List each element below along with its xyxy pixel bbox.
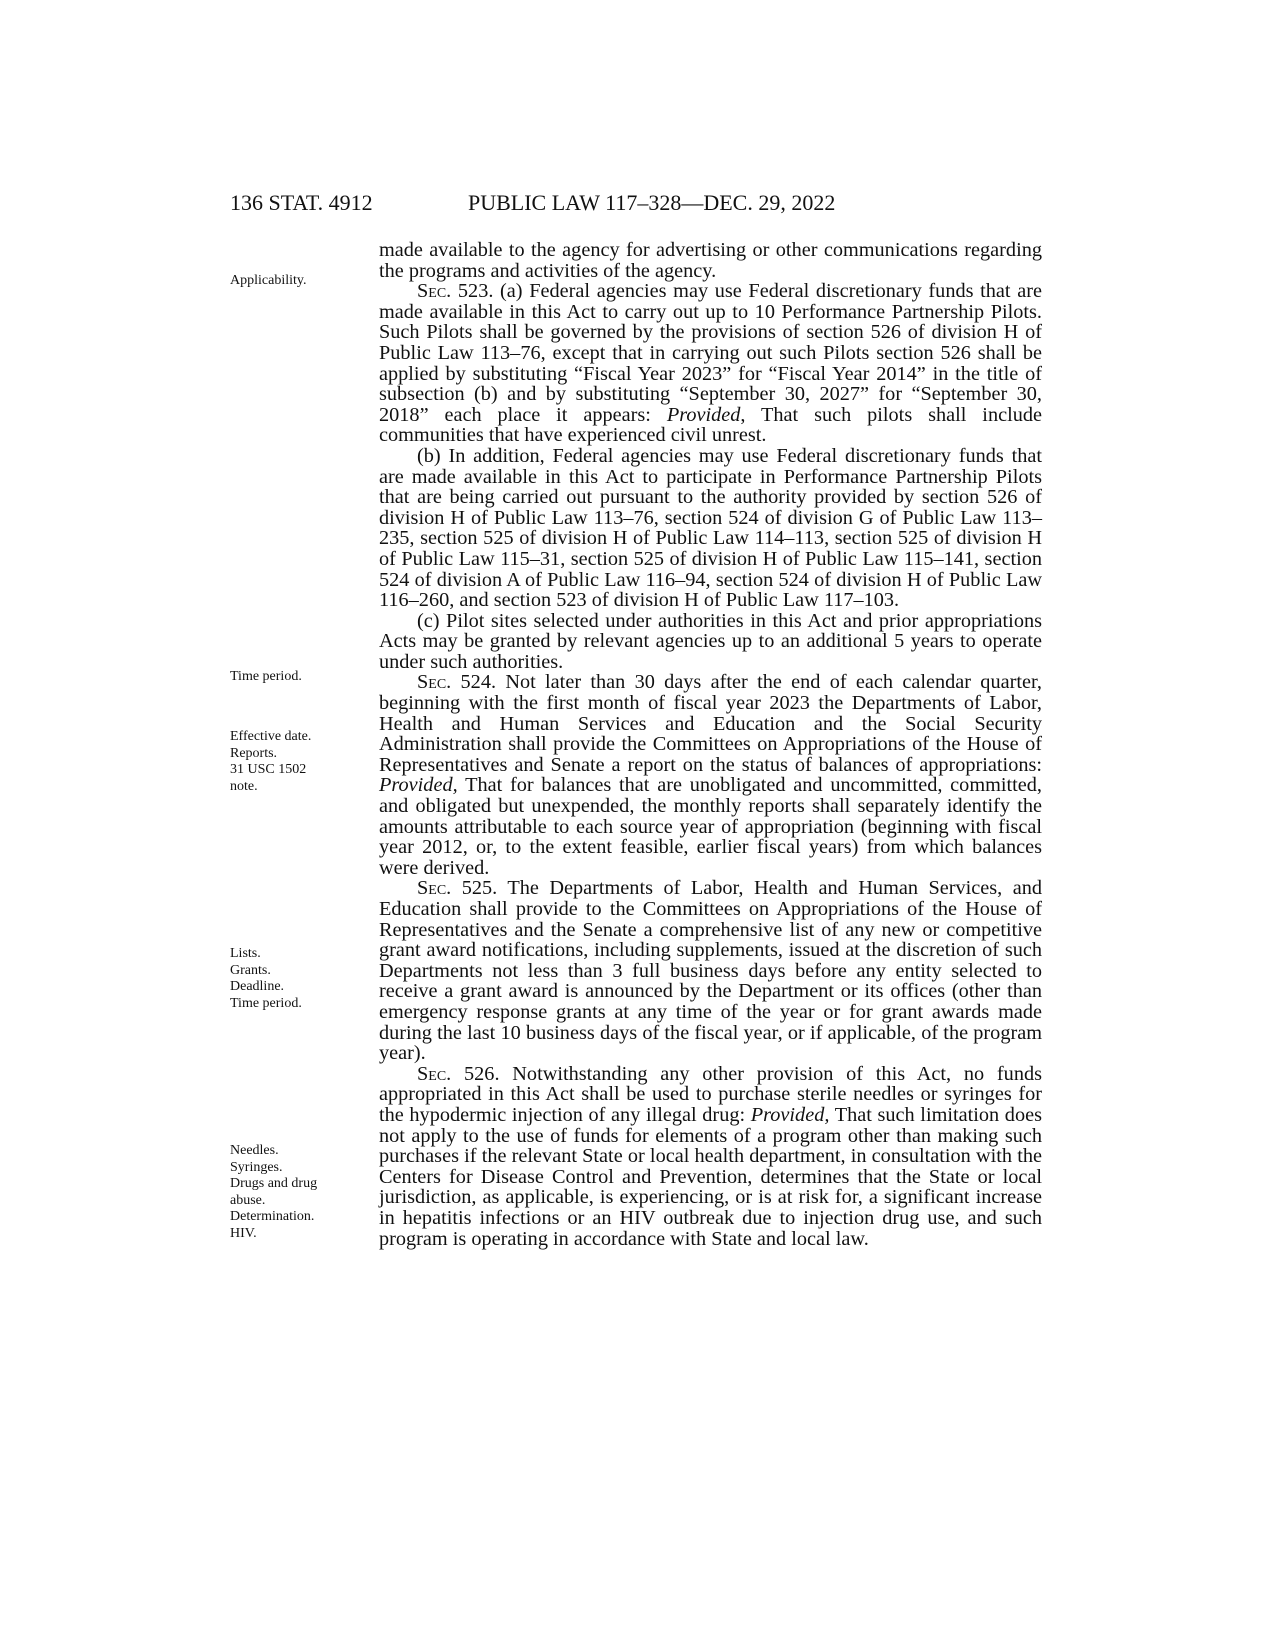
section-text-tail: That such limitation does not apply to the use of funds for elements of a program other than making such purchases if the relevant State or local health department, in consultation with the Centers for Disease Control and Prevention, determines that the State or local jurisdiction, as applicable, is experiencing, or is at risk for, a significant increase in hepatitis infections or an HIV outbreak due to injection drug use, and such program is operating in accordance with State and local law. bbox=[379, 1103, 1042, 1250]
margin-note-sec523c bbox=[230, 669, 360, 686]
margin-note-line: note. bbox=[230, 778, 258, 794]
section-label: Sec. bbox=[417, 280, 452, 303]
section-text: 524. Not later than 30 days after the end of each calendar quarter, beginning with the first month of fiscal year 2023 the Departments of Labor, Health and Human Services and Education and the Social Security Administration shall provide the Committees on Appropriations of the House of Representatives and Senate a report on the status of balances of appropriations: bbox=[379, 671, 1042, 776]
margin-note-line: HIV. bbox=[230, 1225, 257, 1241]
margin-note-line: Time period. bbox=[230, 995, 302, 1011]
margin-note-sec526 bbox=[230, 1143, 360, 1242]
section-label: Sec. bbox=[417, 877, 452, 900]
margin-note-sec523 bbox=[230, 273, 360, 290]
margin-note-line: Drugs and drug bbox=[230, 1176, 318, 1191]
margin-note-line: Determination. bbox=[230, 1209, 315, 1224]
section-523-b: (b) In addition, Federal agencies may use Federal discretionary funds that are made available in this Act to participate in Performance Partnership Pilots that are being carried out pursuant to the authority provided by section 526 of division H of Public Law 113–76, section 524 of division G of Public Law 113–235, section 525 of division H of Public Law 114–113, section 525 of division H of Public Law 115–31, section 525 of division H of Public Law 115–141, section 524 of division A of Public Law 116–94, section 524 of division H of Public Law 116–260, and section 523 of division H of Public Law 117–103. bbox=[379, 444, 1042, 612]
statute-body bbox=[379, 240, 1042, 1249]
running-header bbox=[230, 188, 930, 218]
margin-note-line: Deadline. bbox=[230, 979, 285, 994]
margin-note-line: abuse. bbox=[230, 1192, 266, 1208]
margin-note-line: Reports. bbox=[230, 745, 278, 761]
margin-note-line: Lists. bbox=[230, 946, 261, 961]
proviso-term: Provided, bbox=[379, 774, 458, 797]
margin-note-line: Time period. bbox=[230, 669, 302, 684]
margin-note-line: 31 USC 1502 bbox=[230, 762, 307, 777]
section-523-c: (c) Pilot sites selected under authorities in this Act and prior appropriations Acts may be granted by relevant agencies up to an additional 5 years to operate under such authorities. bbox=[379, 609, 1042, 673]
section-526 bbox=[379, 1064, 1042, 1249]
margin-note-line: Needles. bbox=[230, 1143, 279, 1158]
proviso-term: Provided, bbox=[750, 1103, 830, 1126]
margin-note-line: Applicability. bbox=[230, 273, 307, 288]
section-text-tail: That for balances that are unobligated and uncommitted, committed, and obligated but unexpended, the monthly reports shall separately identify the amounts attributable to each source year of appropriation (beginning with fiscal year 2012, or, to the extent feasible, earlier fiscal years) from which balances were derived. bbox=[379, 774, 1042, 879]
running-title: PUBLIC LAW 117–328—DEC. 29, 2022 bbox=[468, 190, 836, 215]
section-523-a bbox=[379, 281, 1042, 446]
margin-note-line: Grants. bbox=[230, 962, 271, 978]
margin-note-sec524 bbox=[230, 729, 360, 795]
section-text: 523. (a) Federal agencies may use Federal discretionary funds that are made available in this Act to carry out up to 10 Performance Partnership Pilots. Such Pilots shall be governed by the provisions of section 526 of division H of Public Law 113–76, except that in carrying out such Pilots section 526 shall be applied by substituting “Fiscal Year 2023” for “Fiscal Year 2014” in the title of subsection (b) and by substituting “September 30, 2027” for “September 30, 2018” each place it appears: bbox=[379, 280, 1042, 426]
section-525 bbox=[379, 878, 1042, 1063]
continuation-paragraph: made available to the agency for advertising or other communications regarding the programs and activities of the agency. bbox=[379, 239, 1042, 282]
section-text-tail: , That such pilots shall include communities that have experienced civil unrest. bbox=[379, 403, 1042, 447]
section-text: 526. Notwithstanding any other provision of this Act, no funds appropriated in this Act shall be used to purchase sterile needles or syringes for the hypodermic injection of any illegal drug: bbox=[379, 1062, 1042, 1126]
section-label: Sec. bbox=[417, 1062, 452, 1085]
margin-note-line: Effective date. bbox=[230, 729, 312, 744]
page-folio: 136 STAT. 4912 bbox=[230, 190, 373, 215]
proviso-term: Provided bbox=[666, 403, 741, 426]
section-524 bbox=[379, 672, 1042, 878]
margin-note-sec525 bbox=[230, 946, 360, 1012]
section-label: Sec. bbox=[417, 671, 452, 694]
margin-note-line: Syringes. bbox=[230, 1159, 283, 1175]
section-text: 525. The Departments of Labor, Health and Human Services, and Education shall provide to the Committees on Appropriations of the House of Representatives and the Senate a comprehensive list of any new or competitive grant award notifications, including supplements, issued at the discretion of such Departments not less than 3 full business days before any entity selected to receive a grant award is announced by the Department or its offices (other than emergency response grants at any time of the year or for grant awards made during the last 10 business days of the fiscal year, or if applicable, of the program year). bbox=[379, 877, 1042, 1065]
